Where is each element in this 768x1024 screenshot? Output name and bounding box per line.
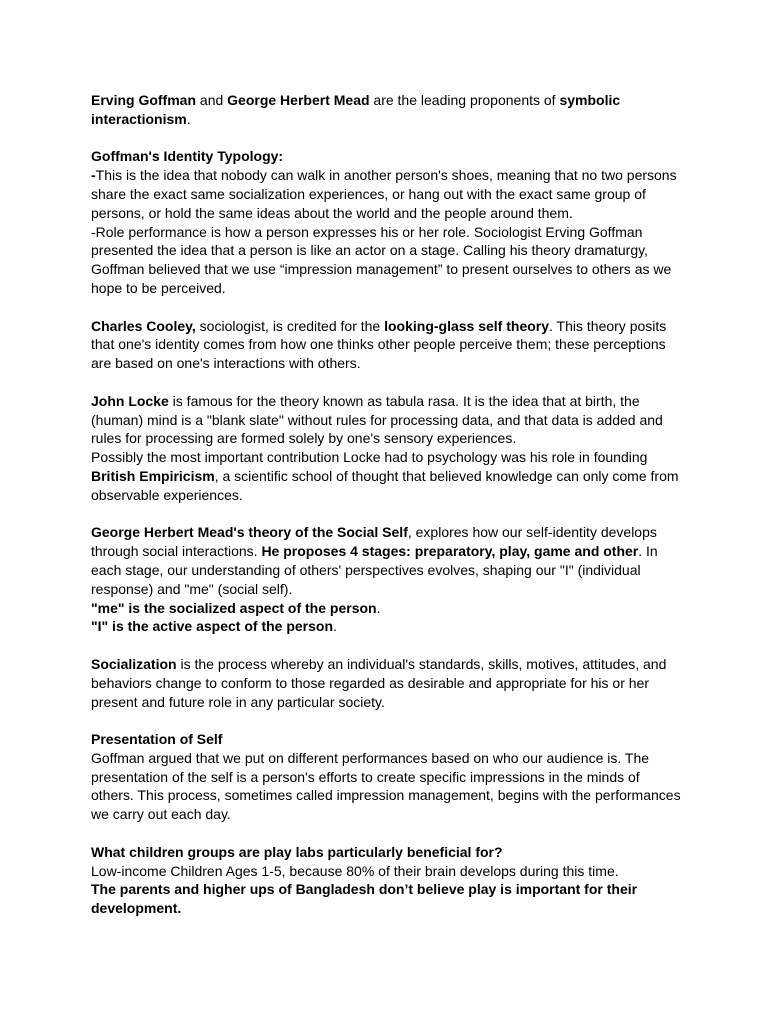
goffman-typology-line1: -This is the idea that nobody can walk in another person's shoes, meaning that no two persons share the exact same socialization experiences, or hang out with the exact same group of persons, or hold the same ideas about the world and the people around them. xyxy=(91,167,677,221)
mead-self-paragraph: George Herbert Mead's theory of the Social Self, explores how our self-identity develops through social interactions. He proposes 4 stages: preparatory, play, game and other. In each stage, our understanding of others' perspectives evolves, shaping our "I" (individual response) and "me" (social self). xyxy=(91,524,658,597)
spacer xyxy=(91,129,681,148)
play-labs-question: What children groups are play labs particularly beneficial for? xyxy=(91,843,503,860)
play-labs-answer: Low-income Children Ages 1-5, because 80% of their brain develops during this time. xyxy=(91,862,619,879)
spacer xyxy=(91,711,681,730)
presentation-paragraph: Goffman argued that we put on different performances based on who our audience is. The presentation of the self is a person's efforts to create specific impressions in the minds of others. This process, sometimes called impression management, begins with the performances we carry out each day. xyxy=(91,749,681,823)
locke-name: John Locke xyxy=(91,392,169,409)
mead-stages: He proposes 4 stages: preparatory, play, game and other xyxy=(261,543,639,560)
presentation-heading: Presentation of Self xyxy=(91,731,223,748)
locke-empiricism: British Empiricism xyxy=(91,467,215,484)
cooley-name: Charles Cooley, xyxy=(91,317,196,334)
intro-paragraph xyxy=(91,91,681,129)
spacer xyxy=(91,298,681,317)
mead-self-title: George Herbert Mead's theory of the Social Self xyxy=(91,524,408,541)
socialization-term: Socialization xyxy=(91,655,177,672)
locke-paragraph-2: Possibly the most important contribution Locke had to psychology was his role in founding British Empiricism, a scientific school of thought that believed knowledge can only come from observable experiences. xyxy=(91,449,679,503)
cooley-theory: looking-glass self theory xyxy=(384,317,550,334)
spacer xyxy=(91,505,681,524)
spacer xyxy=(91,824,681,843)
intro-end: . xyxy=(186,110,191,127)
cooley-paragraph: Charles Cooley, sociologist, is credited for the looking-glass self theory. This theory posits that one's identity comes from how one thinks other people perceive them; these perceptions are based on one's interactions with others. xyxy=(91,317,667,372)
goffman-typology-heading: Goffman's Identity Typology: xyxy=(91,148,284,165)
spacer xyxy=(91,636,681,655)
spacer xyxy=(91,373,681,392)
mead-i-line: "I" is the active aspect of the person. xyxy=(91,618,337,635)
intro-mead: George Herbert Mead xyxy=(227,92,370,108)
goffman-typology-line2: -Role performance is how a person expresses his or her role. Sociologist Erving Goffman presented the idea that a person is like an actor on a stage. Calling his theory dramaturgy, Goffman believed that we use “impression management” to present ourselves to others as we hope to be perceived. xyxy=(91,223,672,296)
intro-and: and xyxy=(196,92,228,108)
locke-paragraph-1: John Locke is famous for the theory known as tabula rasa. It is the idea that at birth, the (human) mind is a "blank slate" without rules for processing data, and that data is added and rules for processing are formed solely by one's sensory experiences. xyxy=(91,392,663,447)
play-labs-note: The parents and higher ups of Bangladesh don’t believe play is important for their development. xyxy=(91,881,638,917)
mead-me-line: "me" is the socialized aspect of the person. xyxy=(91,599,381,616)
document-body xyxy=(91,91,681,918)
intro-term: symbolic interactionism xyxy=(91,92,621,127)
intro-goffman: Erving Goffman xyxy=(91,92,197,108)
socialization-paragraph: Socialization is the process whereby an individual's standards, skills, motives, attitudes, and behaviors change to conform to those regarded as desirable and appropriate for his or her present and future role in any particular society. xyxy=(91,655,667,710)
intro-mid: are the leading proponents of xyxy=(369,92,560,108)
